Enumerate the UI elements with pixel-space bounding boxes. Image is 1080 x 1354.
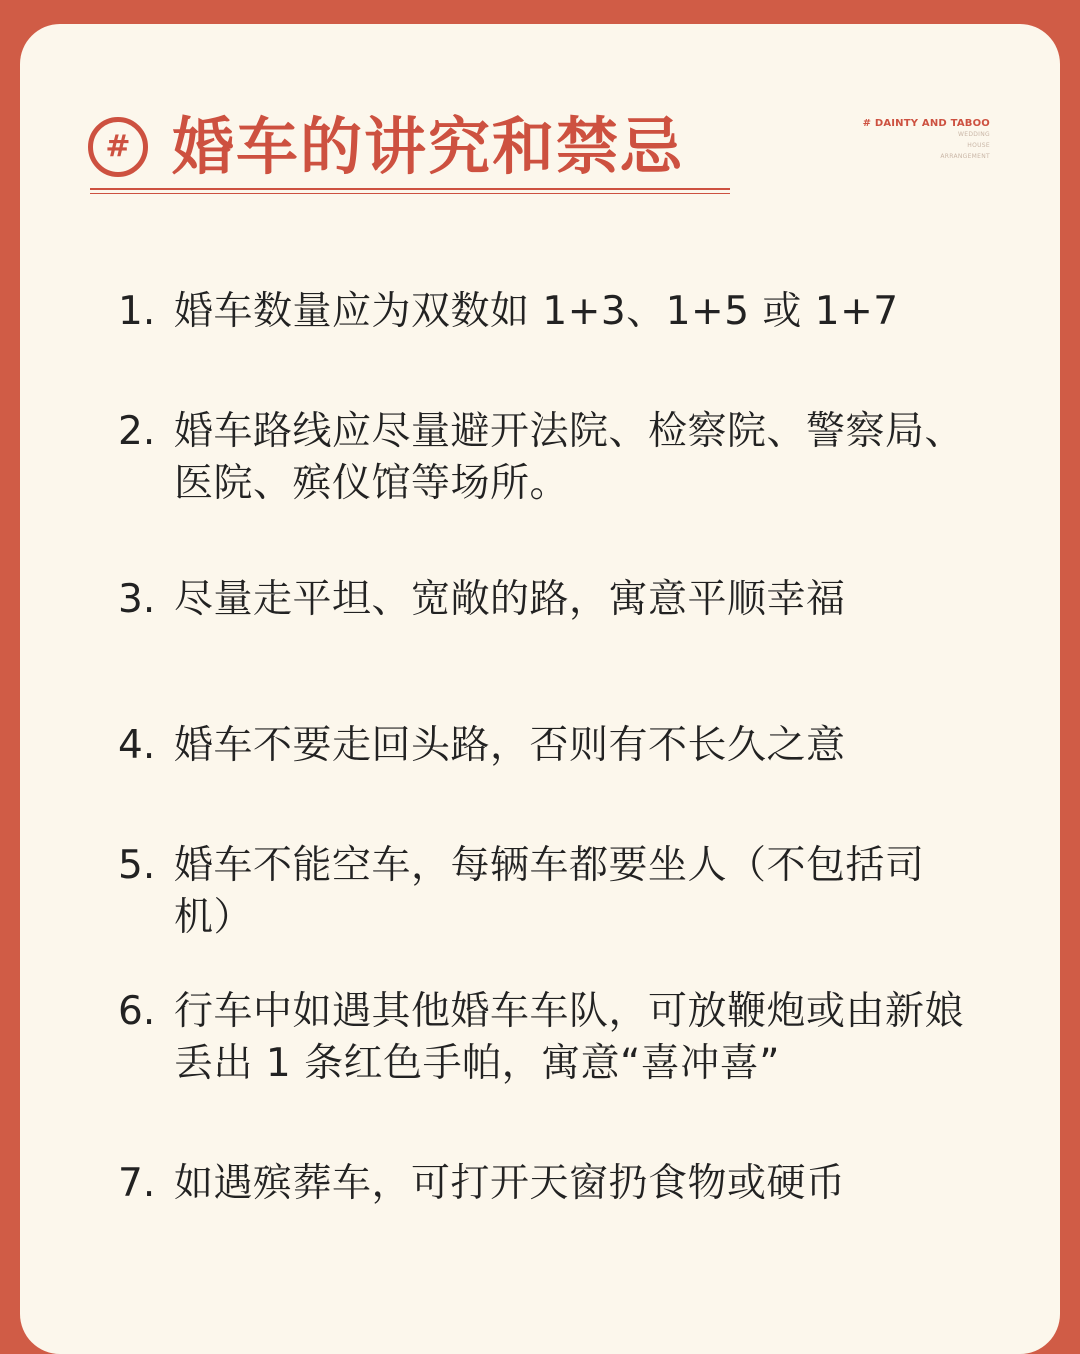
item-number: 2. [118,409,156,454]
item-number: 5. [118,843,156,888]
tagline-sub-3: ARRANGEMENT [940,153,990,160]
tagline [863,118,990,162]
item-text: 婚车不要走回头路，否则有不长久之意 [174,723,846,768]
header [88,112,684,182]
list-item [118,840,978,944]
item-number: 4. [118,723,156,768]
list-item [118,286,978,338]
tagline-sub-2: HOUSE [967,142,990,149]
tagline-main: # DAINTY AND TABOO [862,118,990,129]
title-underline-thin [90,193,730,194]
item-text: 行车中如遇其他婚车车队，可放鞭炮或由新娘丢出 1 条红色手帕，寓意“喜冲喜” [174,989,965,1086]
item-text: 婚车路线应尽量避开法院、检察院、警察局、医院、殡仪馆等场所。 [174,409,965,506]
list-item [118,720,978,772]
hash-icon: # [88,117,148,177]
list-item [118,986,978,1090]
list-item [118,1158,978,1210]
item-text: 如遇殡葬车，可打开天窗扔食物或硬币 [174,1161,846,1206]
item-number: 3. [118,577,156,622]
item-number: 1. [118,289,156,334]
item-text: 尽量走平坦、宽敞的路，寓意平顺幸福 [174,577,846,622]
item-text: 婚车数量应为双数如 1+3、1+5 或 1+7 [174,289,899,334]
page-title: 婚车的讲究和禁忌 [172,110,685,183]
item-number: 7. [118,1161,156,1206]
item-text: 婚车不能空车，每辆车都要坐人（不包括司机） [174,843,925,940]
title-underline [90,188,730,190]
list-item [118,406,978,510]
item-number: 6. [118,989,156,1034]
content-card [20,24,1060,1354]
list-item [118,574,978,626]
tagline-sub-1: WEDDING [958,131,990,138]
